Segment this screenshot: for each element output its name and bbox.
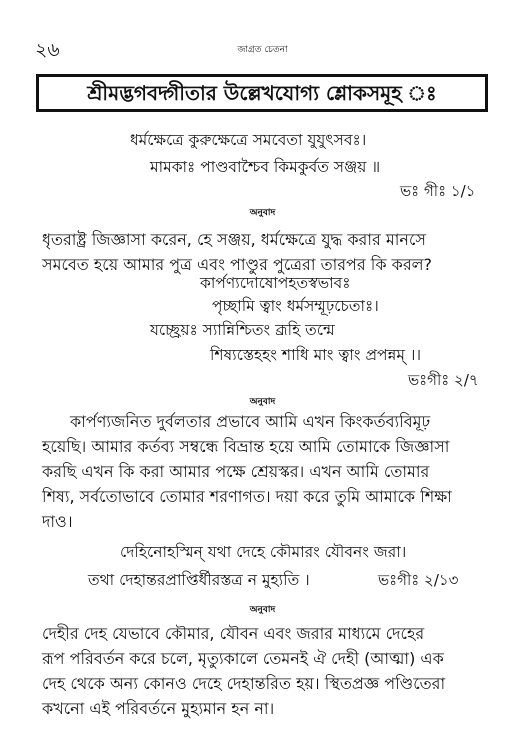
verse-line: দেহিনোহস্মিন্ যথা দেহে কৌমারং যৌবনং জরা। xyxy=(120,543,407,561)
translation-line: সমবেত হয়ে আমার পুত্র এবং পাণ্ডুর পুত্রেরা তারপর কি করল? xyxy=(42,255,433,274)
translation-line: কার্পণ্যজনিত দুর্বলতার প্রভাবে আমি এখন কিংকর্তব্যবিমূঢ় xyxy=(70,412,431,431)
page-number: ২৬ xyxy=(35,39,60,61)
translation-line: রূপ পরিবর্তন করে চলে, মৃত্যুকালে তেমনই ঐ দেহী (আত্মা) এক xyxy=(42,649,444,668)
verse-line: পৃচ্ছামি ত্বাং ধর্মসম্মূঢ়চেতাঃ। xyxy=(212,297,379,315)
verse-reference: ভঃগীঃ ২/১৩ xyxy=(378,571,459,589)
verse-reference: ভঃগীঃ ২/৭ xyxy=(408,371,479,389)
verse-line: কার্পণ্যদোষোপহতস্বভাবঃ xyxy=(200,274,351,292)
translation-line: ধৃতরাষ্ট্র জিজ্ঞাসা করেন, হে সঞ্জয়, ধর্মক্ষেত্রে যুদ্ধ করার মানসে xyxy=(42,230,426,249)
translation-line: দাও। xyxy=(42,512,73,531)
translation-line: কখনো এই পরিবর্তনে মুহ্যমান হন না। xyxy=(42,699,275,718)
section-heading: অনুবাদ xyxy=(249,208,276,218)
translation-line: দেহীর দেহ যেভাবে কৌমার, যৌবন এবং জরার মাধ্যমে দেহের xyxy=(42,624,425,643)
verse-line: ধর্মক্ষেত্রে কুরুক্ষেত্রে সমবেতা যুযুৎসবঃ। xyxy=(130,131,367,149)
verse-line: যচ্ছ্রেয়ঃ স্যান্নিশ্চিতং ব্রূহি তন্মে xyxy=(150,321,335,339)
verse-line: মামকাঃ পাণ্ডবাশ্চৈব কিমকুর্বত সঞ্জয় ॥ xyxy=(150,158,381,176)
section-heading: অনুবাদ xyxy=(249,605,276,615)
page-title: শ্রীমদ্ভগবদ্গীতার উল্লেখযোগ্য শ্লোকসমূহ ঃ xyxy=(36,74,488,112)
translation-line: শিষ্য, সর্বতোভাবে তোমার শরণাগত। দয়া করে তুমি আমাকে শিক্ষা xyxy=(42,487,452,506)
translation-line: দেহ থেকে অন্য কোনও দেহে দেহান্তরিত হয়। স্থিতপ্রজ্ঞ পণ্ডিতেরা xyxy=(42,674,446,693)
section-heading: অনুবাদ xyxy=(249,397,276,407)
verse-line: তথা দেহান্তরপ্রাপ্তির্ধীরস্তত্র ন মুহ্যতি । xyxy=(88,571,310,589)
verse-reference: ভঃ গীঃ ১/১ xyxy=(400,182,476,200)
running-title: জাগ্রত চেতনা xyxy=(237,45,288,55)
verse-line: শিষ্যস্তেহহং শাধি মাং ত্বাং প্রপন্নম্ ।। xyxy=(210,346,421,364)
translation-line: করছি এখন কি করা আমার পক্ষে শ্রেয়স্কর। এখন আমি তোমার xyxy=(42,462,430,481)
translation-line: হয়েছি। আমার কর্তব্য সম্বন্ধে বিভ্রান্ত হয়ে আমি তোমাকে জিজ্ঞাসা xyxy=(42,437,450,456)
